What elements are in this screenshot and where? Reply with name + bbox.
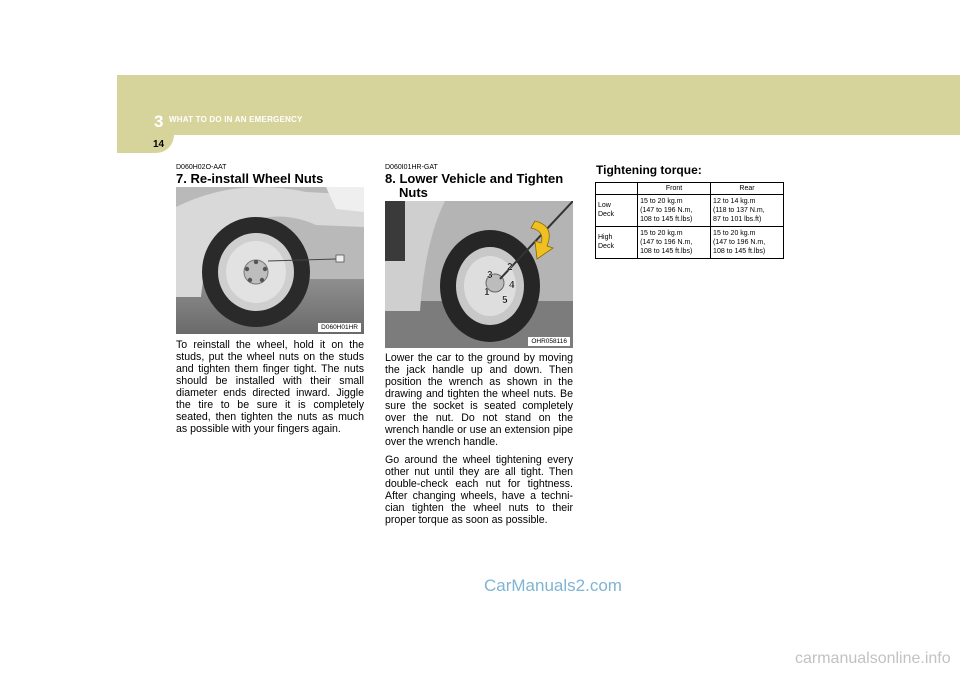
chapter-number: 3 (154, 112, 164, 131)
wrench-illustration (385, 201, 573, 348)
column-header-empty (596, 183, 638, 195)
section-title: 7. Re-install Wheel Nuts (176, 171, 324, 186)
table-row (596, 227, 784, 259)
column-header-front: Front (638, 183, 711, 195)
table-row (596, 195, 784, 227)
chapter-title: WHAT TO DO IN AN EMERGENCY (169, 115, 303, 124)
body-text-paragraph-2: Go around the wheel tightening every other nut until they are all tight. Then double-check each nut for tightness. After changing wheels, have a techni-cian tighten the wheel nuts to their proper torque as soon as possible. (385, 454, 573, 526)
header-band (117, 75, 960, 135)
wheel-illustration (176, 187, 364, 334)
front-value: 15 to 20 kg.m (147 to 196 N.m, 108 to 145 ft.lbs) (638, 227, 711, 259)
torque-heading: Tightening torque: (596, 163, 702, 177)
page-number-tab (117, 135, 174, 153)
front-value: 15 to 20 kg.m (147 to 196 N.m, 108 to 145 ft.lbs) (638, 195, 711, 227)
table-header-row (596, 183, 784, 195)
section-code: D060H02O-AAT (176, 164, 227, 171)
section-title-line1: 8. Lower Vehicle and Tighten (385, 171, 564, 186)
wheel-reinstall-photo (176, 187, 364, 334)
photo-caption: D060H01HR (318, 323, 361, 332)
torque-table (595, 182, 784, 259)
rear-value: 15 to 20 kg.m (147 to 196 N.m, 108 to 145 ft.lbs) (711, 227, 784, 259)
watermark-text: carmanualsonline.info (795, 650, 951, 667)
rear-value: 12 to 14 kg.m (118 to 137 N.m, 87 to 101 lbs.ft) (711, 195, 784, 227)
watermark-link[interactable]: CarManuals2.com (484, 576, 622, 595)
wheel-tighten-photo (385, 201, 573, 348)
nut-number-3: 3 (487, 270, 493, 281)
section-title-line2: Nuts (399, 185, 428, 200)
column-header-rear: Rear (711, 183, 784, 195)
nut-number-4: 4 (509, 280, 515, 291)
nut-number-1: 1 (484, 287, 490, 298)
body-text-paragraph-1: Lower the car to the ground by moving the jack handle up and down. Then position the wrench as shown in the drawing and tighten the wheel nuts. Be sure the socket is seated completely over the nut. Do not stand on the wrench handle or use an extension pipe over the wrench handle. (385, 352, 573, 448)
row-label: High Deck (596, 227, 638, 259)
row-label: Low Deck (596, 195, 638, 227)
photo-caption: OHR058116 (528, 337, 570, 346)
page-number: 14 (153, 139, 165, 150)
section-code: D060I01HR-GAT (385, 164, 438, 171)
nut-number-2: 2 (507, 262, 513, 273)
nut-number-5: 5 (502, 295, 508, 306)
body-text: To reinstall the wheel, hold it on the studs, put the wheel nuts on the studs and tighten them finger tight. The nuts should be installed with their small diameter ends directed inward. Jiggle the tire to be sure it is completely seated, then tighten the nuts as much as possible with your fingers again. (176, 339, 364, 435)
